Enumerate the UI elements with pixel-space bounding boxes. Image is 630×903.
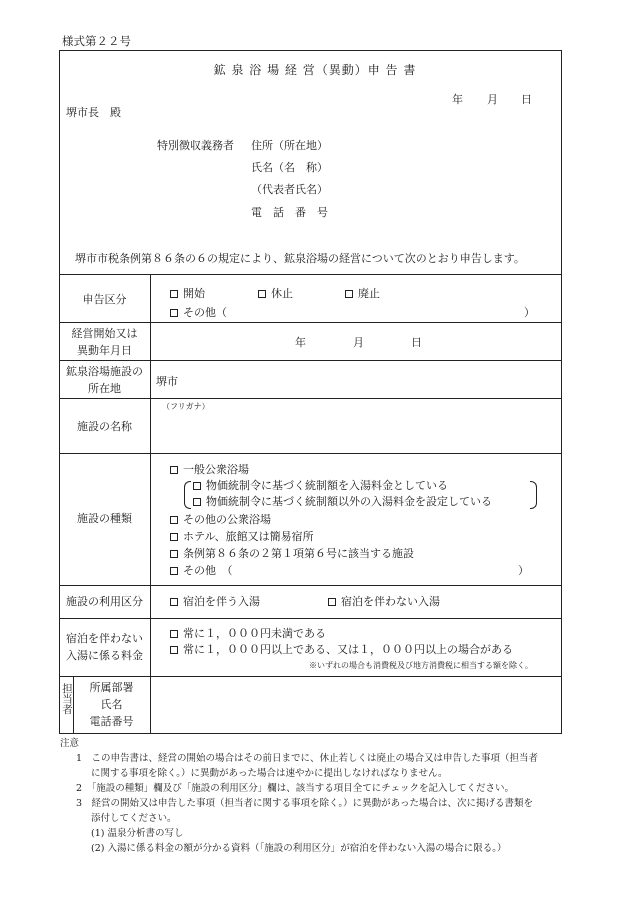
- checkbox-nostay[interactable]: [328, 598, 336, 606]
- note-3c: (1) 温泉分析書の写し: [91, 828, 184, 839]
- checkbox-other-public[interactable]: [170, 516, 178, 524]
- checkbox-sub2[interactable]: [193, 498, 201, 506]
- filer-address-label: 住所（所在地）: [251, 139, 328, 152]
- note-3d: (2) 入湯に係る料金の額が分かる資料（「施設の利用区分」が宿泊を伴わない入湯の場合に限る。）: [91, 843, 507, 854]
- facility-type-label: 施設の種類: [77, 512, 132, 525]
- note-1b: に関する事項を除く。）に異動があった場合は速やかに提出しなければなりません。: [91, 768, 448, 779]
- option-start[interactable]: 開始: [170, 285, 205, 301]
- date-month: 月: [487, 93, 498, 106]
- note-1a: 1 この申告書は、経営の開始の場合はその前日までに、休止若しくは廃止の場合又は申告した事項（担当者: [76, 753, 539, 764]
- filer-phone-label: 電 話 番 号: [251, 206, 328, 219]
- type-general[interactable]: 一般公衆浴場: [170, 461, 249, 477]
- form-number: 様式第２２号: [62, 34, 131, 48]
- contact-phone: 電話番号: [89, 715, 134, 728]
- checkbox-hotel[interactable]: [170, 533, 178, 541]
- option-other[interactable]: その他（: [170, 304, 227, 320]
- type-hotel[interactable]: ホテル、旅館又は簡易宿所: [170, 528, 314, 544]
- checkbox-suspend[interactable]: [258, 290, 266, 298]
- form-title: 鉱 泉 浴 場 経 営（異動）申 告 書: [213, 63, 417, 77]
- option-abolish[interactable]: 廃止: [345, 285, 380, 301]
- fee-under[interactable]: 常に１，０００円未満である: [170, 625, 326, 641]
- start-date-label: 経営開始又は 異動年月日: [71, 327, 138, 357]
- type-other[interactable]: その他 （: [170, 562, 233, 578]
- contact-side-label: 担当者: [61, 683, 73, 715]
- checkbox-abolish[interactable]: [345, 290, 353, 298]
- type-sub1[interactable]: 物価統制令に基づく統制額を入湯料金としている: [193, 477, 448, 493]
- statement: 堺市市税条例第８６条の６の規定により、鉱泉浴場の経営について次のとおり申告します。: [75, 252, 525, 265]
- fee-over[interactable]: 常に１，０００円以上である、又は１，０００円以上の場合がある: [170, 641, 513, 657]
- type-sub2[interactable]: 物価統制令に基づく統制額以外の入湯料金を設定している: [193, 493, 492, 509]
- fee-label: 宿泊を伴わない 入湯に係る料金: [66, 632, 143, 662]
- checkbox-stay[interactable]: [170, 598, 178, 606]
- note-3a: 3 経営の開始又は申告した事項（担当者に関する事項を除く。）に異動があった場合は、次に掲げる書類を: [76, 798, 534, 809]
- note-2: 2 「施設の種類」欄及び「施設の利用区分」欄は、該当する項目全てにチェックを記入してください。: [76, 783, 515, 794]
- usage-nostay[interactable]: 宿泊を伴わない入湯: [328, 593, 440, 609]
- option-suspend[interactable]: 休止: [258, 285, 293, 301]
- facility-name-label: 施設の名称: [77, 420, 132, 433]
- report-type-label: 申告区分: [82, 293, 127, 306]
- checkbox-sub1[interactable]: [193, 482, 201, 490]
- start-year: 年: [295, 336, 306, 349]
- checkbox-start[interactable]: [170, 290, 178, 298]
- type-other-close: ）: [518, 564, 529, 577]
- start-month: 月: [353, 336, 364, 349]
- furigana-label: （フリガナ）: [162, 402, 210, 411]
- filer-name-label: 氏名（名 称）: [251, 161, 328, 174]
- checkbox-type-other[interactable]: [170, 567, 178, 575]
- type-ordinance[interactable]: 条例第８６条の２第１項第６号に該当する施設: [170, 545, 414, 561]
- checkbox-ordinance[interactable]: [170, 550, 178, 558]
- addressee: 堺市長 殿: [66, 106, 121, 119]
- note-3b: 添付してください。: [91, 813, 177, 824]
- location-label: 鉱泉浴場施設の 所在地: [66, 365, 143, 395]
- filer-role: 特別徴収義務者: [157, 139, 234, 152]
- notes-heading: 注意: [60, 738, 80, 749]
- date-day: 日: [521, 93, 532, 106]
- checkbox-other[interactable]: [170, 309, 178, 317]
- fee-footnote: ※いずれの場合も消費税及び地方消費税に相当する額を除く。: [309, 661, 533, 670]
- checkbox-fee-over[interactable]: [170, 646, 178, 654]
- date-year: 年: [452, 93, 463, 106]
- location-value[interactable]: 堺市: [156, 375, 178, 388]
- contact-dept: 所属部署: [89, 681, 134, 694]
- usage-stay[interactable]: 宿泊を伴う入湯: [170, 593, 260, 609]
- usage-label: 施設の利用区分: [66, 595, 143, 608]
- checkbox-general[interactable]: [170, 466, 178, 474]
- other-close: ）: [524, 306, 535, 319]
- filer-rep-label: （代表者氏名）: [251, 183, 328, 196]
- brace-left: [184, 481, 191, 509]
- start-day: 日: [411, 336, 422, 349]
- contact-name: 氏名: [100, 698, 123, 711]
- checkbox-fee-under[interactable]: [170, 630, 178, 638]
- type-other-public[interactable]: その他の公衆浴場: [170, 511, 271, 527]
- brace-right: [530, 481, 537, 509]
